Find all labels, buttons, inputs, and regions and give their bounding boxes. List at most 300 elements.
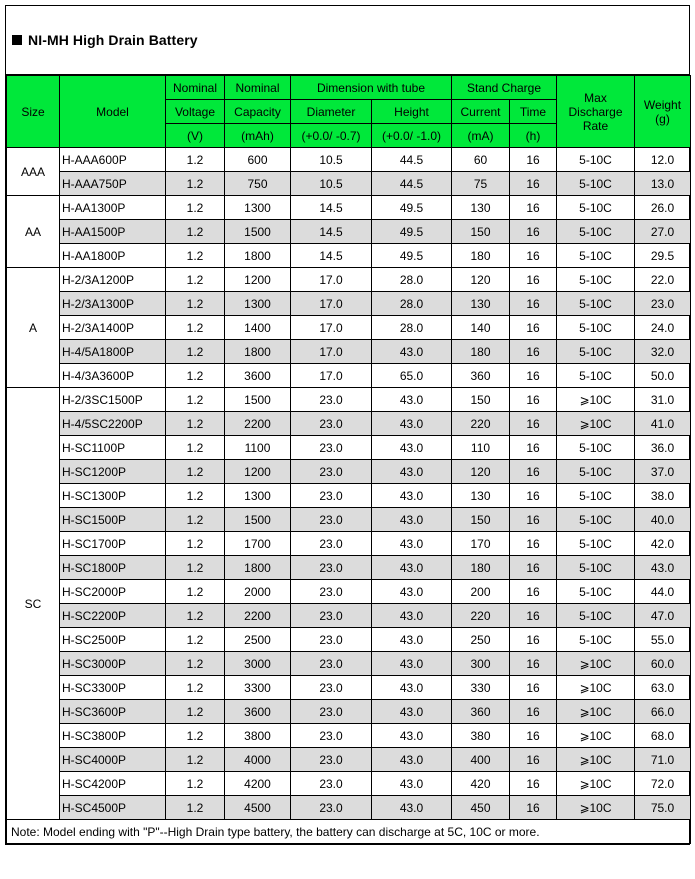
weight-cell: 50.0 — [635, 364, 691, 388]
time-cell: 16 — [510, 244, 557, 268]
capacity-cell: 1700 — [225, 532, 291, 556]
spec-sheet — [5, 5, 690, 845]
current-cell: 180 — [452, 340, 510, 364]
size-cell: AAA — [7, 148, 60, 196]
current-cell: 110 — [452, 436, 510, 460]
capacity-cell: 1200 — [225, 460, 291, 484]
diameter-cell: 14.5 — [291, 196, 372, 220]
model-cell: H-AAA600P — [60, 148, 166, 172]
time-cell: 16 — [510, 292, 557, 316]
diameter-cell: 17.0 — [291, 364, 372, 388]
height-cell: 43.0 — [372, 676, 452, 700]
weight-cell: 75.0 — [635, 796, 691, 820]
time-cell: 16 — [510, 628, 557, 652]
capacity-cell: 1300 — [225, 292, 291, 316]
current-cell: 420 — [452, 772, 510, 796]
table-row — [7, 700, 691, 724]
height-cell: 43.0 — [372, 412, 452, 436]
current-cell: 130 — [452, 196, 510, 220]
weight-cell: 42.0 — [635, 532, 691, 556]
diameter-cell: 23.0 — [291, 700, 372, 724]
capacity-cell: 1400 — [225, 316, 291, 340]
height-cell: 43.0 — [372, 436, 452, 460]
square-bullet-icon — [12, 35, 22, 45]
diameter-cell: 23.0 — [291, 508, 372, 532]
capacity-cell: 2500 — [225, 628, 291, 652]
model-cell: H-SC1700P — [60, 532, 166, 556]
model-cell: H-SC2000P — [60, 580, 166, 604]
model-cell: H-SC3600P — [60, 700, 166, 724]
time-cell: 16 — [510, 508, 557, 532]
max-discharge-cell: ⩾10C — [557, 772, 635, 796]
height-cell: 28.0 — [372, 316, 452, 340]
height-cell: 43.0 — [372, 748, 452, 772]
time-cell: 16 — [510, 700, 557, 724]
voltage-cell: 1.2 — [166, 268, 225, 292]
table-row — [7, 148, 691, 172]
model-cell: H-SC3000P — [60, 652, 166, 676]
capacity-cell: 3800 — [225, 724, 291, 748]
height-cell: 43.0 — [372, 700, 452, 724]
weight-cell: 71.0 — [635, 748, 691, 772]
capacity-cell: 2200 — [225, 412, 291, 436]
table-row — [7, 796, 691, 820]
current-cell: 220 — [452, 604, 510, 628]
header-model: Model — [60, 76, 166, 148]
time-cell: 16 — [510, 676, 557, 700]
battery-spec-table — [6, 75, 691, 844]
weight-cell: 27.0 — [635, 220, 691, 244]
weight-cell: 24.0 — [635, 316, 691, 340]
model-cell: H-4/3A3600P — [60, 364, 166, 388]
model-cell: H-4/5SC2200P — [60, 412, 166, 436]
title-bar — [6, 6, 689, 75]
diameter-cell: 10.5 — [291, 172, 372, 196]
voltage-cell: 1.2 — [166, 508, 225, 532]
table-row — [7, 292, 691, 316]
page-title: NI-MH High Drain Battery — [28, 32, 198, 48]
time-cell: 16 — [510, 580, 557, 604]
model-cell: H-SC3800P — [60, 724, 166, 748]
diameter-cell: 23.0 — [291, 628, 372, 652]
height-cell: 28.0 — [372, 292, 452, 316]
max-discharge-cell: 5-10C — [557, 532, 635, 556]
model-cell: H-2/3A1200P — [60, 268, 166, 292]
table-row — [7, 268, 691, 292]
header-max-discharge-line-2: Discharge — [568, 104, 623, 119]
time-cell: 16 — [510, 220, 557, 244]
diameter-cell: 17.0 — [291, 292, 372, 316]
model-cell: H-AA1300P — [60, 196, 166, 220]
capacity-cell: 4000 — [225, 748, 291, 772]
time-cell: 16 — [510, 364, 557, 388]
footnote: Note: Model ending with "P"--High Drain type battery, the battery can discharge at 5C, 10C or more. — [7, 820, 691, 844]
header-current: Current — [452, 100, 510, 124]
table-row — [7, 316, 691, 340]
model-cell: H-SC1100P — [60, 436, 166, 460]
max-discharge-cell: ⩾10C — [557, 796, 635, 820]
current-cell: 330 — [452, 676, 510, 700]
weight-cell: 31.0 — [635, 388, 691, 412]
voltage-cell: 1.2 — [166, 484, 225, 508]
model-cell: H-SC1800P — [60, 556, 166, 580]
weight-cell: 40.0 — [635, 508, 691, 532]
header-capacity-unit: (mAh) — [225, 124, 291, 148]
model-cell: H-SC2500P — [60, 628, 166, 652]
table-row — [7, 580, 691, 604]
capacity-cell: 3000 — [225, 652, 291, 676]
header-max-discharge-line-3: Rate — [582, 118, 609, 133]
model-cell: H-2/3SC1500P — [60, 388, 166, 412]
model-cell: H-SC3300P — [60, 676, 166, 700]
height-cell: 49.5 — [372, 220, 452, 244]
voltage-cell: 1.2 — [166, 628, 225, 652]
height-cell: 43.0 — [372, 628, 452, 652]
weight-cell: 29.5 — [635, 244, 691, 268]
table-body — [7, 148, 691, 820]
diameter-cell: 23.0 — [291, 676, 372, 700]
diameter-cell: 23.0 — [291, 796, 372, 820]
header-row-1 — [7, 76, 691, 100]
current-cell: 360 — [452, 364, 510, 388]
header-max-discharge — [557, 76, 635, 148]
capacity-cell: 3300 — [225, 676, 291, 700]
header-weight-line-2: (g) — [655, 111, 670, 126]
height-cell: 44.5 — [372, 148, 452, 172]
weight-cell: 36.0 — [635, 436, 691, 460]
max-discharge-cell: ⩾10C — [557, 700, 635, 724]
weight-cell: 43.0 — [635, 556, 691, 580]
capacity-cell: 1500 — [225, 220, 291, 244]
voltage-cell: 1.2 — [166, 772, 225, 796]
weight-cell: 44.0 — [635, 580, 691, 604]
weight-cell: 12.0 — [635, 148, 691, 172]
current-cell: 300 — [452, 652, 510, 676]
voltage-cell: 1.2 — [166, 604, 225, 628]
table-row — [7, 196, 691, 220]
model-cell: H-AA1800P — [60, 244, 166, 268]
max-discharge-cell: 5-10C — [557, 316, 635, 340]
height-cell: 43.0 — [372, 556, 452, 580]
time-cell: 16 — [510, 724, 557, 748]
voltage-cell: 1.2 — [166, 196, 225, 220]
capacity-cell: 1300 — [225, 196, 291, 220]
weight-cell: 22.0 — [635, 268, 691, 292]
current-cell: 360 — [452, 700, 510, 724]
max-discharge-cell: 5-10C — [557, 268, 635, 292]
voltage-cell: 1.2 — [166, 580, 225, 604]
weight-cell: 37.0 — [635, 460, 691, 484]
header-capacity-1: Nominal — [225, 76, 291, 100]
voltage-cell: 1.2 — [166, 364, 225, 388]
time-cell: 16 — [510, 196, 557, 220]
voltage-cell: 1.2 — [166, 724, 225, 748]
capacity-cell: 1200 — [225, 268, 291, 292]
size-cell: A — [7, 268, 60, 388]
voltage-cell: 1.2 — [166, 412, 225, 436]
model-cell: H-SC2200P — [60, 604, 166, 628]
header-height-tolerance: (+0.0/ -1.0) — [372, 124, 452, 148]
time-cell: 16 — [510, 796, 557, 820]
diameter-cell: 23.0 — [291, 724, 372, 748]
time-cell: 16 — [510, 172, 557, 196]
header-weight-line-1: Weight — [643, 97, 682, 112]
weight-cell: 41.0 — [635, 412, 691, 436]
voltage-cell: 1.2 — [166, 148, 225, 172]
capacity-cell: 4200 — [225, 772, 291, 796]
model-cell: H-SC4500P — [60, 796, 166, 820]
table-row — [7, 676, 691, 700]
max-discharge-cell: 5-10C — [557, 172, 635, 196]
voltage-cell: 1.2 — [166, 556, 225, 580]
voltage-cell: 1.2 — [166, 220, 225, 244]
size-cell: SC — [7, 388, 60, 820]
current-cell: 250 — [452, 628, 510, 652]
height-cell: 43.0 — [372, 724, 452, 748]
diameter-cell: 23.0 — [291, 412, 372, 436]
weight-cell: 13.0 — [635, 172, 691, 196]
diameter-cell: 17.0 — [291, 268, 372, 292]
max-discharge-cell: 5-10C — [557, 580, 635, 604]
weight-cell: 32.0 — [635, 340, 691, 364]
height-cell: 43.0 — [372, 796, 452, 820]
time-cell: 16 — [510, 148, 557, 172]
capacity-cell: 750 — [225, 172, 291, 196]
voltage-cell: 1.2 — [166, 796, 225, 820]
capacity-cell: 3600 — [225, 364, 291, 388]
voltage-cell: 1.2 — [166, 436, 225, 460]
max-discharge-cell: ⩾10C — [557, 652, 635, 676]
header-max-discharge-line-1: Max — [584, 90, 607, 105]
max-discharge-cell: 5-10C — [557, 340, 635, 364]
diameter-cell: 23.0 — [291, 484, 372, 508]
capacity-cell: 1100 — [225, 436, 291, 460]
table-row — [7, 532, 691, 556]
weight-cell: 60.0 — [635, 652, 691, 676]
header-time: Time — [510, 100, 557, 124]
diameter-cell: 23.0 — [291, 388, 372, 412]
header-diameter: Diameter — [291, 100, 372, 124]
current-cell: 180 — [452, 556, 510, 580]
table-row — [7, 220, 691, 244]
max-discharge-cell: 5-10C — [557, 556, 635, 580]
diameter-cell: 14.5 — [291, 244, 372, 268]
max-discharge-cell: ⩾10C — [557, 676, 635, 700]
height-cell: 43.0 — [372, 340, 452, 364]
time-cell: 16 — [510, 412, 557, 436]
current-cell: 380 — [452, 724, 510, 748]
voltage-cell: 1.2 — [166, 244, 225, 268]
current-cell: 140 — [452, 316, 510, 340]
current-cell: 450 — [452, 796, 510, 820]
time-cell: 16 — [510, 484, 557, 508]
table-row — [7, 172, 691, 196]
current-cell: 200 — [452, 580, 510, 604]
capacity-cell: 1500 — [225, 508, 291, 532]
current-cell: 75 — [452, 172, 510, 196]
capacity-cell: 2200 — [225, 604, 291, 628]
table-row — [7, 556, 691, 580]
header-current-unit: (mA) — [452, 124, 510, 148]
time-cell: 16 — [510, 436, 557, 460]
current-cell: 150 — [452, 508, 510, 532]
header-time-unit: (h) — [510, 124, 557, 148]
max-discharge-cell: 5-10C — [557, 364, 635, 388]
weight-cell: 38.0 — [635, 484, 691, 508]
voltage-cell: 1.2 — [166, 292, 225, 316]
time-cell: 16 — [510, 268, 557, 292]
diameter-cell: 14.5 — [291, 220, 372, 244]
height-cell: 49.5 — [372, 244, 452, 268]
header-weight — [635, 76, 691, 148]
diameter-cell: 23.0 — [291, 556, 372, 580]
max-discharge-cell: 5-10C — [557, 244, 635, 268]
current-cell: 220 — [452, 412, 510, 436]
weight-cell: 26.0 — [635, 196, 691, 220]
height-cell: 43.0 — [372, 484, 452, 508]
voltage-cell: 1.2 — [166, 340, 225, 364]
capacity-cell: 3600 — [225, 700, 291, 724]
max-discharge-cell: 5-10C — [557, 508, 635, 532]
model-cell: H-SC1500P — [60, 508, 166, 532]
header-size: Size — [7, 76, 60, 148]
header-capacity-2: Capacity — [225, 100, 291, 124]
time-cell: 16 — [510, 460, 557, 484]
capacity-cell: 1800 — [225, 556, 291, 580]
capacity-cell: 600 — [225, 148, 291, 172]
time-cell: 16 — [510, 604, 557, 628]
time-cell: 16 — [510, 652, 557, 676]
height-cell: 43.0 — [372, 532, 452, 556]
table-row — [7, 724, 691, 748]
weight-cell: 66.0 — [635, 700, 691, 724]
weight-cell: 23.0 — [635, 292, 691, 316]
table-row — [7, 412, 691, 436]
weight-cell: 63.0 — [635, 676, 691, 700]
voltage-cell: 1.2 — [166, 460, 225, 484]
model-cell: H-4/5A1800P — [60, 340, 166, 364]
diameter-cell: 10.5 — [291, 148, 372, 172]
max-discharge-cell: 5-10C — [557, 484, 635, 508]
model-cell: H-SC1200P — [60, 460, 166, 484]
table-row — [7, 244, 691, 268]
diameter-cell: 17.0 — [291, 316, 372, 340]
height-cell: 43.0 — [372, 652, 452, 676]
table-row — [7, 772, 691, 796]
model-cell: H-AA1500P — [60, 220, 166, 244]
header-dimension: Dimension with tube — [291, 76, 452, 100]
max-discharge-cell: 5-10C — [557, 460, 635, 484]
diameter-cell: 17.0 — [291, 340, 372, 364]
current-cell: 150 — [452, 220, 510, 244]
height-cell: 43.0 — [372, 580, 452, 604]
model-cell: H-2/3A1400P — [60, 316, 166, 340]
voltage-cell: 1.2 — [166, 316, 225, 340]
time-cell: 16 — [510, 340, 557, 364]
max-discharge-cell: ⩾10C — [557, 412, 635, 436]
height-cell: 44.5 — [372, 172, 452, 196]
current-cell: 170 — [452, 532, 510, 556]
current-cell: 130 — [452, 484, 510, 508]
table-row — [7, 628, 691, 652]
current-cell: 60 — [452, 148, 510, 172]
note-row — [7, 820, 691, 844]
diameter-cell: 23.0 — [291, 580, 372, 604]
time-cell: 16 — [510, 532, 557, 556]
max-discharge-cell: ⩾10C — [557, 748, 635, 772]
table-row — [7, 652, 691, 676]
table-row — [7, 484, 691, 508]
capacity-cell: 2000 — [225, 580, 291, 604]
weight-cell: 68.0 — [635, 724, 691, 748]
diameter-cell: 23.0 — [291, 652, 372, 676]
weight-cell: 55.0 — [635, 628, 691, 652]
voltage-cell: 1.2 — [166, 652, 225, 676]
header-voltage-unit: (V) — [166, 124, 225, 148]
height-cell: 43.0 — [372, 772, 452, 796]
capacity-cell: 1800 — [225, 340, 291, 364]
table-row — [7, 748, 691, 772]
model-cell: H-2/3A1300P — [60, 292, 166, 316]
table-row — [7, 436, 691, 460]
voltage-cell: 1.2 — [166, 676, 225, 700]
height-cell: 49.5 — [372, 196, 452, 220]
max-discharge-cell: 5-10C — [557, 196, 635, 220]
time-cell: 16 — [510, 772, 557, 796]
table-row — [7, 388, 691, 412]
diameter-cell: 23.0 — [291, 604, 372, 628]
table-row — [7, 364, 691, 388]
current-cell: 180 — [452, 244, 510, 268]
max-discharge-cell: ⩾10C — [557, 388, 635, 412]
model-cell: H-SC1300P — [60, 484, 166, 508]
max-discharge-cell: 5-10C — [557, 148, 635, 172]
max-discharge-cell: 5-10C — [557, 604, 635, 628]
max-discharge-cell: ⩾10C — [557, 724, 635, 748]
diameter-cell: 23.0 — [291, 460, 372, 484]
model-cell: H-SC4200P — [60, 772, 166, 796]
time-cell: 16 — [510, 388, 557, 412]
header-voltage-1: Nominal — [166, 76, 225, 100]
weight-cell: 47.0 — [635, 604, 691, 628]
voltage-cell: 1.2 — [166, 388, 225, 412]
table-row — [7, 508, 691, 532]
table-row — [7, 460, 691, 484]
voltage-cell: 1.2 — [166, 172, 225, 196]
time-cell: 16 — [510, 748, 557, 772]
height-cell: 43.0 — [372, 388, 452, 412]
height-cell: 43.0 — [372, 604, 452, 628]
current-cell: 130 — [452, 292, 510, 316]
current-cell: 400 — [452, 748, 510, 772]
current-cell: 120 — [452, 460, 510, 484]
capacity-cell: 1800 — [225, 244, 291, 268]
diameter-cell: 23.0 — [291, 436, 372, 460]
voltage-cell: 1.2 — [166, 700, 225, 724]
capacity-cell: 1500 — [225, 388, 291, 412]
table-row — [7, 340, 691, 364]
model-cell: H-AAA750P — [60, 172, 166, 196]
diameter-cell: 23.0 — [291, 772, 372, 796]
diameter-cell: 23.0 — [291, 748, 372, 772]
model-cell: H-SC4000P — [60, 748, 166, 772]
header-stand-charge: Stand Charge — [452, 76, 557, 100]
height-cell: 65.0 — [372, 364, 452, 388]
capacity-cell: 4500 — [225, 796, 291, 820]
height-cell: 28.0 — [372, 268, 452, 292]
max-discharge-cell: 5-10C — [557, 628, 635, 652]
height-cell: 43.0 — [372, 508, 452, 532]
